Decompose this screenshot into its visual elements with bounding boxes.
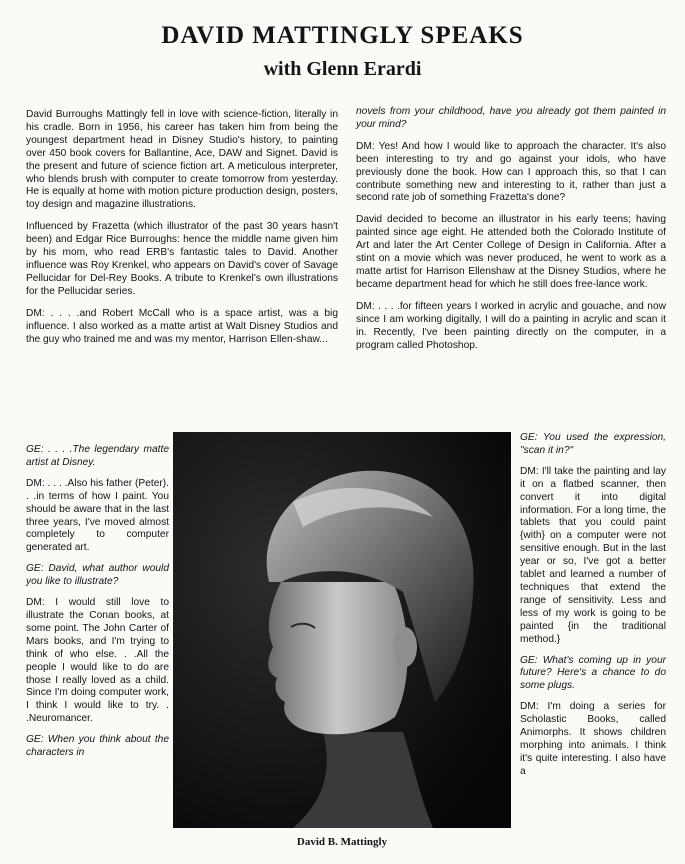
influences-paragraph: Influenced by Frazetta (which illustrator of the past 30 years hasn't been) and Edgar Rice Burroughs: hence the middle name given him by his mom, who read ERB's fantastic tales to David. Another influence was Roy Krenkel, who appears on David's cover of Savage Pellucidar for Del-Rey Books. A tribute to Krenkel's own illustrations for the Pellucidar series.: [26, 221, 338, 297]
portrait-illustration: [173, 432, 511, 828]
ge-question-future: GE: What's coming up in your future? Here's a chance to do some plugs.: [520, 654, 666, 692]
ge-question-characters: GE: When you think about the characters in: [26, 734, 169, 759]
dm-answer-father: DM: . . . .Also his father (Peter). . .in terms of how I paint. You should be aware that in the last three years, I've moved almost completely to computer generated art.: [26, 477, 169, 554]
ge-question-continued: novels from your childhood, have you already got them painted in your mind?: [356, 106, 666, 130]
portrait-photo: [173, 432, 511, 828]
photo-caption: David B. Mattingly: [296, 836, 388, 848]
dm-answer-approach: DM: Yes! And how I would like to approach the character. It's also been interesting to try and go against your idols, who have previously done the book. How can I approach this, so that I can contribute something new and interesting to it, rather than just a second rate job of something Frazetta's done?: [356, 140, 666, 204]
right-column: [356, 106, 666, 361]
left-narrow-column: [26, 444, 169, 768]
dm-answer-animorphs: DM: I'm doing a series for Scholastic Books, called Animorphs. It shows children morphing into animals. I think it's quite interesting. I also have a: [520, 701, 666, 777]
ge-question-scan: GE: You used the expression, "scan it in?": [520, 432, 666, 456]
dm-answer-scanner: DM: I'll take the painting and lay it on a flatbed scanner, then convert it into digital information. For a long time, the tablets that you could paint {with} on a computer were not sensitive enough. But in the last year or so, I've got a better tablet and learned a number of techniques that extend the range of sensitivity. Less and less of my work is going to be painted {in the traditional method.}: [520, 465, 666, 645]
ge-question-author: GE: David, what author would you like to illustrate?: [26, 563, 169, 588]
left-column: [26, 109, 338, 355]
intro-paragraph: David Burroughs Mattingly fell in love with science-fiction, literally in his cradle. Born in 1956, his career has taken him from being the youngest department head in Disney Studio's history, to painting over 450 book covers for Ballantine, Ace, DAW and Signet. David is the present and future of science fiction art. A meticulous interpreter, who blends brush with computer to create tomorrow from yesterday. He is equally at home with motion picture production design, posters, toy design and magazine illustrations.: [26, 109, 338, 211]
dm-answer-mccall: DM: . . . .and Robert McCall who is a space artist, was a big influence. I also worked as a matte artist at Walt Disney Studios and the guy who trained me and was my mentor, Harrison Ellen-shaw...: [26, 307, 338, 345]
article-byline: with Glenn Erardi: [263, 58, 422, 80]
article-title: DAVID MATTINGLY SPEAKS: [161, 22, 524, 49]
dm-answer-conan: DM: I would still love to illustrate the Conan books, at some point. The John Carter of Mars books, and I'm trying to think of who else. . .All the people I would like to do are those I really loved as a child. Since I'm doing computer work, I think I would like to try. . .Neuromancer.: [26, 597, 169, 725]
career-paragraph: David decided to become an illustrator in his early teens; having painted since age eight. He attended both the Colorado Institute of Art and later the Art Center College of Design in California. After a stint on a movie which was never produced, he went to work as a matte artist for Harrison Ellenshaw at the Disney Studios, where he became department head for which he still does free-lance work.: [356, 214, 666, 290]
dm-answer-acrylic: DM: . . . .for fifteen years I worked in acrylic and gouache, and now since I am working digitally, I will do a painting in acrylic and scan it in. Recently, I've been painting directly on the computer, in a program called Photoshop.: [356, 300, 666, 351]
ge-question-matte: GE: . . . .The legendary matte artist at Disney.: [26, 444, 169, 468]
right-narrow-column: [520, 432, 666, 787]
